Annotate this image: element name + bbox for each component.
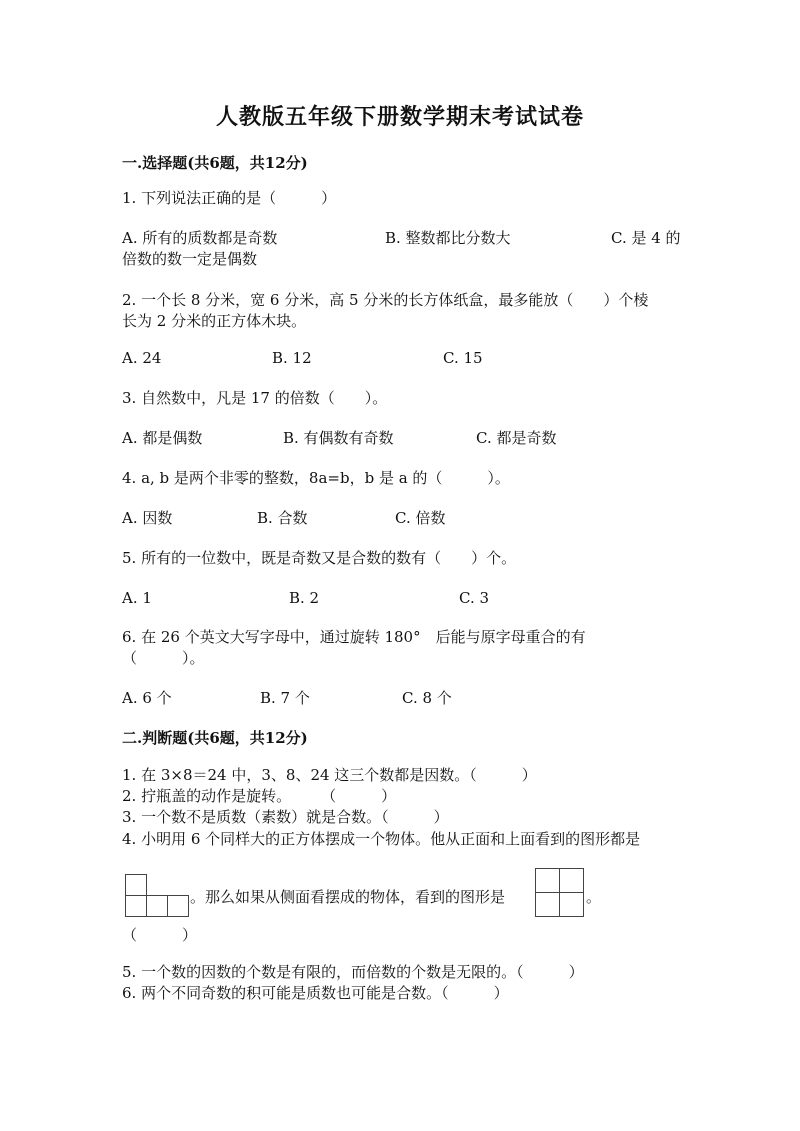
j2-statement: 2. 拧瓶盖的动作是旋转。 （ ） xyxy=(122,787,397,805)
q6-option-a: A. 6 个 xyxy=(122,689,172,707)
q6-stem-line1: 6. 在 26 个英文大写字母中，通过旋转 180° 后能与原字母重合的有 xyxy=(122,628,586,646)
q4-option-c: C. 倍数 xyxy=(395,509,446,527)
q3-option-b: B. 有偶数有奇数 xyxy=(283,429,394,447)
page-title: 人教版五年级下册数学期末考试试卷 xyxy=(215,104,584,130)
side-view-grid-icon xyxy=(535,868,583,916)
q1-stem: 1. 下列说法正确的是（ ） xyxy=(122,189,337,207)
j5-statement: 5. 一个数的因数的个数是有限的，而倍数的个数是无限的。（ ） xyxy=(122,963,584,981)
section-header-choice: 一.选择题(共6题，共12分) xyxy=(122,154,308,172)
q3-stem: 3. 自然数中，凡是 17 的倍数（ ）。 xyxy=(122,389,388,407)
front-view-shape-icon xyxy=(125,874,189,917)
q1-option-b: B. 整数都比分数大 xyxy=(385,229,511,247)
q1-option-c: C. 是 4 的 xyxy=(611,229,681,247)
j4-statement-end: 。 xyxy=(586,888,602,906)
q6-option-b: B. 7 个 xyxy=(260,689,310,707)
q2-stem-line1: 2. 一个长 8 分米，宽 6 分米，高 5 分米的长方体纸盒，最多能放（ ）个棱 xyxy=(122,291,649,309)
q5-option-a: A. 1 xyxy=(122,589,152,607)
q6-stem-line2: （ ）。 xyxy=(122,649,205,667)
j3-statement: 3. 一个数不是质数（素数）就是合数。（ ） xyxy=(122,808,449,826)
q4-stem: 4. a, b 是两个非零的整数，8a=b，b 是 a 的（ ）。 xyxy=(122,469,510,487)
j6-statement: 6. 两个不同奇数的积可能是质数也可能是合数。（ ） xyxy=(122,984,509,1002)
q2-option-a: A. 24 xyxy=(122,349,162,367)
q5-stem: 5. 所有的一位数中，既是奇数又是合数的数有（ ）个。 xyxy=(122,549,517,567)
q6-option-c: C. 8 个 xyxy=(402,689,452,707)
q3-option-a: A. 都是偶数 xyxy=(122,429,203,447)
j4-answer-blank: （ ） xyxy=(122,926,198,944)
q2-option-b: B. 12 xyxy=(272,349,312,367)
q5-option-b: B. 2 xyxy=(289,589,320,607)
q2-stem-line2: 长为 2 分米的正方体木块。 xyxy=(122,312,307,330)
q4-option-b: B. 合数 xyxy=(257,509,308,527)
j4-statement-middle: 。那么如果从侧面看摆成的物体，看到的图形是 xyxy=(190,888,506,906)
q5-option-c: C. 3 xyxy=(459,589,490,607)
j1-statement: 1. 在 3×8＝24 中，3、8、24 这三个数都是因数。（ ） xyxy=(122,766,537,784)
q1-option-c-continued: 倍数的数一定是偶数 xyxy=(122,250,258,268)
q1-option-a: A. 所有的质数都是奇数 xyxy=(122,229,278,247)
q4-option-a: A. 因数 xyxy=(122,509,173,527)
section-header-judgment: 二.判断题(共6题，共12分) xyxy=(122,729,308,747)
q3-option-c: C. 都是奇数 xyxy=(476,429,557,447)
j4-statement-line1: 4. 小明用 6 个同样大的正方体摆成一个物体。他从正面和上面看到的图形都是 xyxy=(122,830,641,848)
q2-option-c: C. 15 xyxy=(443,349,483,367)
